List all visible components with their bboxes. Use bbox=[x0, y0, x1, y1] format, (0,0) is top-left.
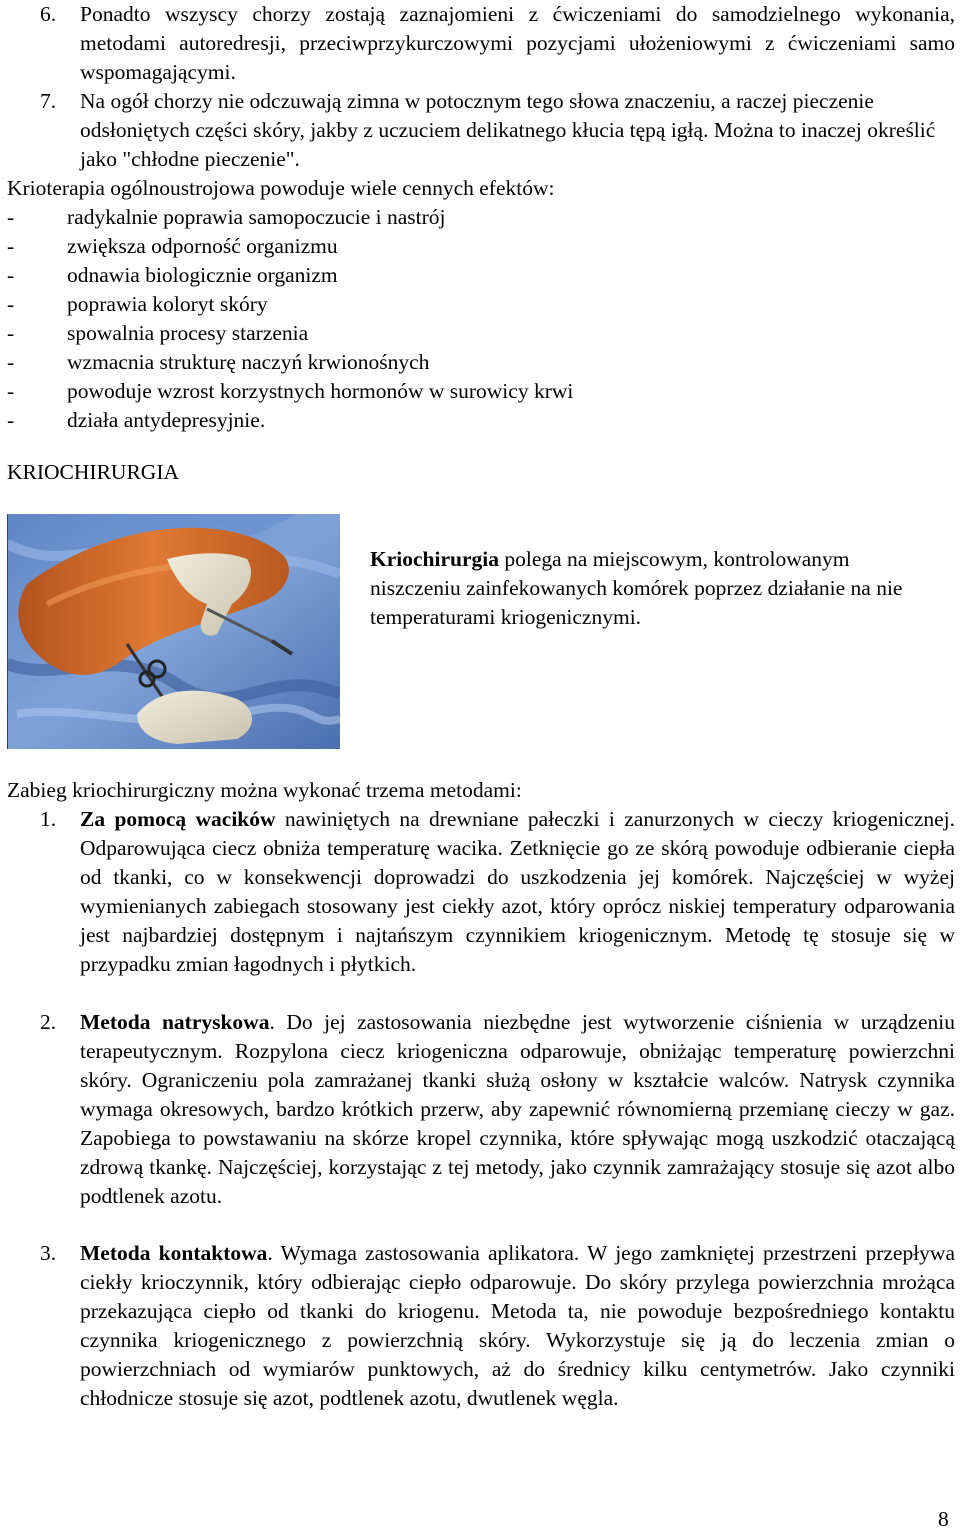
list-number: 6. bbox=[40, 2, 57, 26]
list-text: Metoda kontaktowa. Wymaga zastosowania aplikatora. W jego zamkniętej przestrzeni przepływa ciekły krioczynnik, który odbierając ciepło odparowuje. Do skóry przylega powierzchnia mrożąca przekazująca ciepło od tkanki do kriogenu. Metoda ta, nie powoduje bezpośredniego kontaktu czynnika kriogenicznego z powierzchnią skóry. Wykorzystuje się ją do leczenia zmian o powierzchniach od wymiarów punktowych, aż do średnicy kilku centymetrów. Jako czynniki chłodnicze stosuje się azot, podtlenek azotu, dwutlenek węgla. bbox=[80, 1241, 956, 1410]
method-item-1 bbox=[0, 805, 955, 979]
list-item: - zwiększa odporność organizmu bbox=[7, 234, 338, 258]
list-number: 2. bbox=[40, 1010, 57, 1034]
method-item-2 bbox=[0, 1008, 955, 1211]
bold-term: Kriochirurgia bbox=[370, 547, 499, 571]
list-text: Ponadto wszyscy chorzy zostają zaznajomieni z ćwiczeniami do samodzielnego wykonania, metodami autoredresji, przeciwprzykurczowymi pozycjami ułożeniowymi z ćwiczeniami samo wspomagającymi. bbox=[80, 2, 955, 84]
method-item-3 bbox=[0, 1239, 955, 1413]
list-item: - działa antydepresyjnie. bbox=[7, 408, 266, 432]
list-number: 3. bbox=[40, 1241, 57, 1265]
methods-intro: Zabieg kriochirurgiczny można wykonać trzema metodami: bbox=[7, 778, 522, 802]
list-number: 1. bbox=[40, 807, 57, 831]
list-item: - wzmacnia strukturę naczyń krwionośnych bbox=[7, 350, 430, 374]
list-item: - powoduje wzrost korzystnych hormonów w surowicy krwi bbox=[7, 379, 574, 403]
krioterapia-intro: Krioterapia ogólnoustrojowa powoduje wiele cennych efektów: bbox=[7, 176, 555, 200]
kriochirurgia-description bbox=[370, 545, 940, 632]
effects-list bbox=[7, 203, 907, 435]
page-number: 8 bbox=[938, 1507, 949, 1531]
list-number: 7. bbox=[40, 89, 57, 113]
list-text: Na ogół chorzy nie odczuwają zimna w potocznym tego słowa znaczeniu, a raczej pieczenie odsłoniętych części skóry, jakby z uczuciem delikatnego kłucia tępą igłą. Można to inaczej określić jako "chłodne pieczenie". bbox=[80, 89, 936, 171]
cryosurgery-photo bbox=[7, 514, 340, 749]
list-item: - spowalnia procesy starzenia bbox=[7, 321, 309, 345]
list-item: - poprawia koloryt skóry bbox=[7, 292, 268, 316]
list-item: - radykalnie poprawia samopoczucie i nastrój bbox=[7, 205, 446, 229]
list-item-6 bbox=[0, 0, 955, 87]
description-text: polega na miejscowym, kontrolowanym niszczeniu zainfekowanych komórek poprzez działanie na nie temperaturami kriogenicznymi. bbox=[370, 547, 903, 629]
list-text: Za pomocą wacików nawiniętych na drewniane pałeczki i zanurzonych w cieczy kriogenicznej. Odparowująca ciecz obniża temperaturę wacika. Zetknięcie go ze skórą powoduje odbieranie ciepła od tkanki, co w konsekwencji doprowadzi do uszkodzenia jej komórek. Najczęściej w wyżej wymienianych zabiegach stosowany jest ciekły azot, który oprócz niskiej temperatury odparowania jest najbardziej dostępnym i najtańszym czynnikiem kriogenicznym. Metodę tę stosuje się w przypadku zmian łagodnych i płytkich. bbox=[80, 807, 956, 976]
list-item-7 bbox=[0, 87, 955, 174]
section-heading: KRIOCHIRURGIA bbox=[7, 460, 179, 484]
list-item: - odnawia biologicznie organizm bbox=[7, 263, 338, 287]
list-text: Metoda natryskowa. Do jej zastosowania niezbędne jest wytworzenie ciśnienia w urządzeniu terapeutycznym. Rozpylona ciecz kriogeniczna odparowuje, obniżając temperaturę powierzchni skóry. Ograniczeniu pola zamrażanej tkanki służą osłony w kształcie walców. Natrysk czynnika wymaga okresowych, bardzo krótkich przerw, aby zapewnić równomierną przemianę cieczy w gaz. Zapobiega to powstawaniu na skórze kropel czynnika, które spływając mogą uszkodzić otaczającą zdrową tkankę. Najczęściej, korzystając z tej metody, jako czynnik zamrażający stosuje się azot albo podtlenek azotu. bbox=[80, 1010, 955, 1208]
